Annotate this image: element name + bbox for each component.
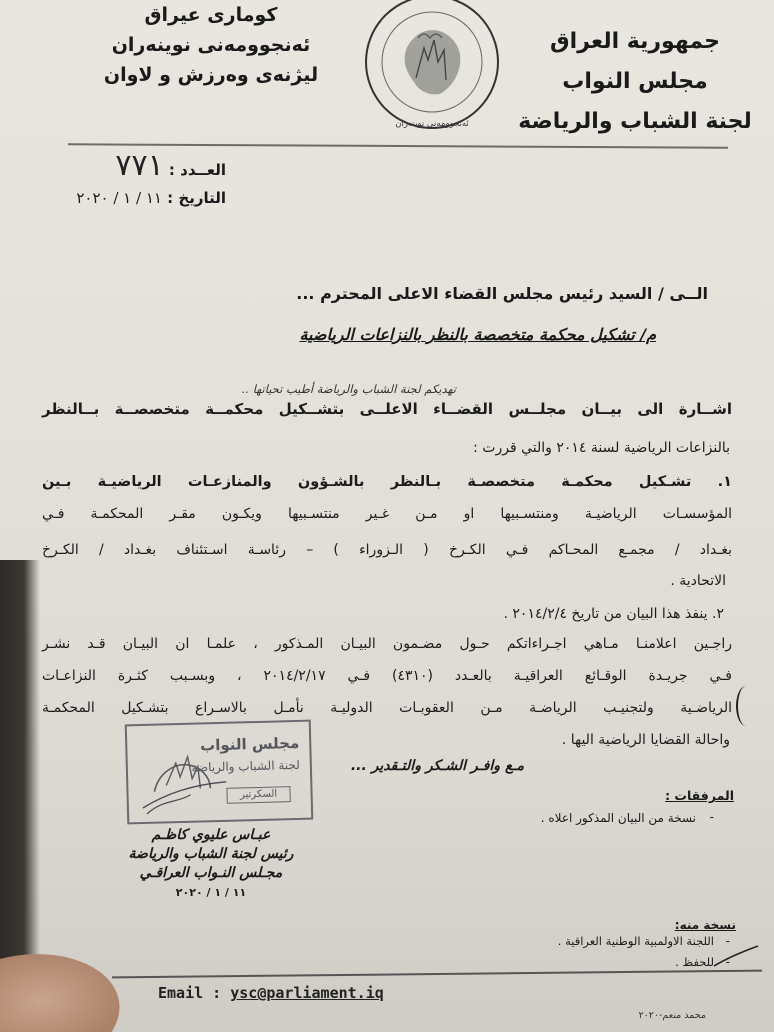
copies-title: نسخة منه: (674, 918, 736, 932)
finger-thumb (0, 942, 127, 1032)
typist-note: محمد منعم-٢٠٢٠ (638, 1010, 706, 1021)
handwritten-bracket (736, 686, 756, 726)
recipient-line: الــى / السيد رئيس مجلس القضاء الاعلى المحترم ... (296, 284, 708, 303)
signature-date: ١١ / ١ / ٢٠٢٠ (175, 886, 247, 899)
email-label: Email : (158, 984, 222, 1002)
copy-item-1: اللجنة الاولمبية الوطنية العراقية . (557, 934, 714, 948)
arabic-header (510, 22, 760, 142)
stamp-emblem-icon (135, 732, 233, 816)
signer-title-2: مجـلس النـواب العراقـي (139, 865, 283, 881)
parliament-logo (348, 0, 516, 140)
header-divider (68, 143, 728, 148)
email-line (158, 984, 384, 1002)
header-line-republic: جمهورية العراق (550, 29, 720, 54)
attachment-dash: - (709, 810, 714, 824)
kurdish-header (96, 0, 326, 90)
body-line-4: المؤسسـات الرياضيـة ومنتسـبيها او مـن غـير منتسـبيها ويكـون مقـر المحكمـة فـي (42, 506, 732, 522)
subject-line: م/ تشكيل محكمة متخصصة بالنظر بالنزاعات الرياضية (299, 325, 656, 344)
body-line-7: ٢. ينفذ هذا البيان من تاريخ ٢٠١٤/٢/٤ . (503, 606, 724, 622)
body-line-2: بالنزاعات الرياضية لسنة ٢٠١٤ والتي قررت : (473, 440, 730, 456)
email-link[interactable]: ysc@parliament.iq (230, 984, 384, 1002)
body-line-11: واحالة القضايا الرياضية اليها . (561, 732, 730, 748)
handwritten-tick (712, 944, 762, 968)
body-line-10: الرياضـية ولتجنيـب الرياضـة مـن العقوبـات الدوليـة نأمـل بالاسـراع بتشـكيل المحكمـة (42, 700, 732, 716)
kurdish-line-1: كومارى عيراق (144, 4, 278, 26)
kurdish-line-2: ئەنجوومەنى نوينەران (111, 34, 311, 56)
signer-title-1: رئيس لجنة الشباب والرياضة (128, 846, 294, 862)
copy-dash-2: - (725, 955, 730, 969)
reference-block (36, 148, 226, 212)
stamp-line-1: مجلس النواب (199, 733, 300, 755)
body-line-6: الاتحادية . (670, 573, 726, 589)
body-line-1: اشــارة الى بيــان مجلــس القضــاء الاعلــى بتشــكيل محكمــة متخصصــة بــالنظر (42, 400, 732, 418)
official-stamp (125, 720, 314, 825)
signer-name: عبـاس عليوي كاظـم (151, 827, 271, 843)
attachment-item: نسخة من البيان المذكور اعلاه . (540, 811, 696, 825)
closing-line: مـع وافـر الشـكر والتـقدير ... (350, 758, 524, 774)
stamp-line-3: السكرتير (226, 786, 290, 804)
date-label: التاريخ : (167, 189, 226, 207)
header-line-parliament: مجلس النواب (562, 69, 708, 94)
footer-divider (112, 970, 762, 979)
number-label: العــدد : (168, 161, 226, 179)
body-line-3: ١. تشـكيل محكمـة متخصصـة بـالنظر بالشـؤون والمنازعـات الرياضيـة بـين (42, 474, 732, 490)
greeting-line: تهديكم لجنة الشباب والرياضة أطيب تحياتها .. (241, 382, 456, 396)
date-value: ١١ / ١ / ٢٠٢٠ (76, 189, 162, 207)
body-line-9: فـي جريـدة الوقـائع العراقيـة بالعـدد (٤٣١٠) فـي ٢٠١٤/٢/١٧ ، وبسـبب كثـرة النزاعـات (42, 668, 732, 684)
copy-dash-1: - (725, 934, 730, 948)
body-line-8: راجـين اعلامنـا مـاهي اجـراءاتكم حـول مضـمون البيـان المـذكور ، علمـا ان البيـان قـد نشـر (42, 636, 732, 652)
header-line-committee: لجنة الشباب والرياضة (518, 109, 752, 134)
copy-item-2: للحفظ . (675, 955, 714, 969)
attachments-title: المرفقات : (665, 788, 734, 803)
stamp-line-2: لجنة الشباب والرياضة (191, 757, 301, 775)
signature-block (86, 826, 336, 902)
logo-text: ئەنجوومەنى نوينەران (395, 119, 469, 129)
body-line-5: بغـداد / مجمـع المحـاكم فـي الكـرخ ( الـزوراء ) – رئاسـة اسـتئناف بغـداد / الكـرخ (42, 542, 732, 558)
number-value: ٧٧١ (115, 148, 164, 183)
kurdish-line-3: ليژنەى وەرزش و لاوان (103, 64, 319, 86)
